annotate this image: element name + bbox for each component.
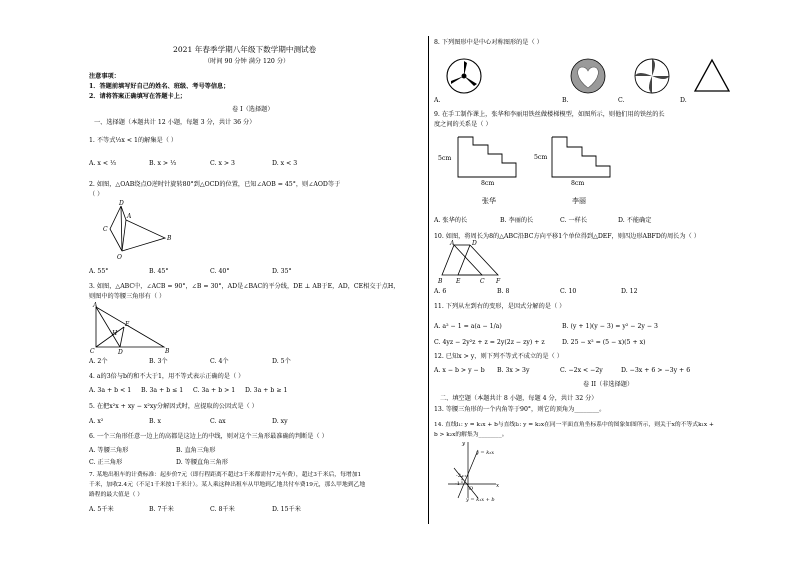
heart-circle-icon xyxy=(571,59,605,93)
q6-option[interactable]: C. 正三角形 xyxy=(89,459,123,466)
note-item: 1．答题前填写好自己的姓名、班级、考号等信息； xyxy=(89,83,230,90)
q12-stem: 12. 已知x > y，则下列不等式不成立的是（ ） xyxy=(434,353,563,360)
q13-stem: 13. 等腰三角形的一个内角等于90°，则它的顶角为________。 xyxy=(434,406,606,413)
q1-option[interactable]: D. x < 3 xyxy=(272,160,298,167)
q1-option[interactable]: B. x > ⅓ xyxy=(149,160,177,167)
q10-option[interactable]: C. 10 xyxy=(560,288,577,295)
dimension-label: 8cm xyxy=(481,180,495,187)
q3-option[interactable]: D. 5个 xyxy=(272,358,291,365)
q2-option[interactable]: B. 45° xyxy=(149,268,169,275)
figure-label: C xyxy=(103,226,108,233)
note-item: 2．请将答案正确填写在答题卡上； xyxy=(89,93,187,100)
q3-option[interactable]: A. 2个 xyxy=(89,358,108,365)
q10-stem: 10. 如图，将周长为8的△ABC沿BC方向平移1个单位得到△DEF，则四边形ABFD的周长为（ ） xyxy=(434,233,700,240)
exam-subtitle: （时间 90 分钟 满分 120 分） xyxy=(204,58,290,65)
exam-title: 2021 年春季学期八年级下数学期中测试卷 xyxy=(173,45,317,54)
q10-option[interactable]: A. 6 xyxy=(434,288,447,295)
dimension-label: 8cm xyxy=(571,180,585,187)
q8-shapes xyxy=(444,54,744,100)
q10-option[interactable]: D. 12 xyxy=(621,288,638,295)
q1-option[interactable]: C. x > 3 xyxy=(210,160,235,167)
q8-option[interactable]: A. xyxy=(434,97,441,104)
q6-stem: 6. 一个三角形任意一边上的高都是这边上的中线，则对这个三角形最准确的判断是（ ） xyxy=(89,433,328,440)
q6-option[interactable]: A. 等腰三角形 xyxy=(89,447,129,454)
figure-label: E xyxy=(125,321,130,328)
q11-stem: 11. 下列从左到右的变形，是因式分解的是（ ） xyxy=(434,303,566,310)
q8-option[interactable]: C. xyxy=(618,97,625,104)
q7-option[interactable]: C. 8千米 xyxy=(210,506,235,513)
q2-stem-cont: （ ） xyxy=(89,191,104,198)
q7-stem: 7. 某地出租车的计费标准：起步价7元（即行程距离不超过3千米都需付7元车费），超过3千米后，每增加1 xyxy=(89,472,362,478)
q5-option[interactable]: B. x xyxy=(149,418,161,425)
q5-option[interactable]: A. x² xyxy=(89,418,104,425)
q8-option[interactable]: D. xyxy=(680,97,687,104)
figure-label: C xyxy=(480,278,485,285)
figure-label: C xyxy=(90,348,95,355)
q4-option[interactable]: A. 3a + b < 1 xyxy=(89,387,132,394)
q11-option-b[interactable]: B. (y + 1)(y − 3) = y² − 2y − 3 xyxy=(562,323,658,330)
tick-label: -1 xyxy=(455,481,460,487)
origin-label: O xyxy=(469,486,474,492)
q12-option[interactable]: A. x − b > y − b xyxy=(434,367,485,374)
line-label: y = k₁x + b xyxy=(466,497,495,503)
q2-option[interactable]: A. 55° xyxy=(89,268,109,275)
figure-label: A xyxy=(93,302,98,309)
q4-stem: 4. a的3倍与b的和不大于1，用不等式表示正确的是（ ） xyxy=(89,373,245,380)
figure-label: A xyxy=(127,213,132,220)
q4-option[interactable]: C. 3a + b > 1 xyxy=(193,387,236,394)
figure-label: E xyxy=(456,278,461,285)
q2-rotation-figure xyxy=(92,198,182,260)
q2-option[interactable]: C. 40° xyxy=(210,268,230,275)
q11-option-c[interactable]: C. 4yz − 2y²z + z = 2y(2z − zy) + z xyxy=(434,339,545,346)
q11-option-a[interactable]: A. a² − 1 = a(a − 1/a) xyxy=(434,323,502,330)
figure-label: D xyxy=(118,349,123,356)
q12-option[interactable]: B. 3x > 3y xyxy=(497,367,530,374)
q7-stem-cont: 千米，加收2.4元（不足1千米按1千米计）。某人乘这种出租车从甲地到乙地共付车费19元，那么甲地到乙地 xyxy=(89,482,366,488)
tick-label: -2 xyxy=(456,473,461,479)
q5-stem: 5. 在把x²x + xy − x²xy分解因式时，应提取的公因式是（ ） xyxy=(89,403,258,410)
q7-option[interactable]: B. 7千米 xyxy=(149,506,174,513)
q12-option[interactable]: D. −3x + 6 > −3y + 6 xyxy=(621,367,691,374)
q3-stem-cont: 则图中的等腰三角形有（ ） xyxy=(89,293,166,300)
q12-option[interactable]: C. −2x < −2y xyxy=(560,367,603,374)
q5-option[interactable]: D. xy xyxy=(272,418,288,425)
q14-line-graph xyxy=(440,440,510,502)
q3-option[interactable]: B. 3个 xyxy=(149,358,168,365)
q2-stem: 2. 如图，△OAB绕点O逆时针旋转80°到△OCD的位置，已知∠AOB = 45°，则∠AOD等于 xyxy=(89,181,341,188)
figure-label: A xyxy=(450,240,455,247)
q14-stem-cont: b > k₂x的解集为________。 xyxy=(434,432,508,438)
q8-stem: 8. 下列图形中是中心对称图形的是（ ） xyxy=(434,39,543,46)
column-divider xyxy=(428,36,429,524)
section1-title: 卷 I（选择题） xyxy=(232,106,274,113)
figure-label: O xyxy=(117,254,122,261)
figure-caption: 李丽 xyxy=(572,197,586,205)
line-label: y = k₂x xyxy=(476,450,495,456)
q4-option[interactable]: B. 3a + b ≤ 1 xyxy=(141,387,184,394)
dimension-label: 5cm xyxy=(534,154,548,161)
q9-option[interactable]: A. 张华的长 xyxy=(434,217,468,224)
q11-option-d[interactable]: D. 25 − x² = (5 − x)(5 + x) xyxy=(562,339,646,346)
q1-stem: 1. 不等式⅓x < 1的解集是（ ） xyxy=(89,137,178,144)
figure-label: D xyxy=(119,200,124,207)
figure-label: F xyxy=(496,278,501,285)
q9-option[interactable]: C. 一样长 xyxy=(560,217,588,224)
q4-option[interactable]: D. 3a + b ≥ 1 xyxy=(245,387,288,394)
figure-label: H xyxy=(112,330,118,337)
section1-header: 一、选择题（本题共计 12 小题，每题 3 分，共计 36 分） xyxy=(94,119,256,126)
q5-option[interactable]: C. ax xyxy=(210,418,226,425)
figure-label: B xyxy=(438,278,443,285)
q9-stem: 9. 在手工制作课上，张华和李丽用铁丝做楼梯模型，如图所示，则他们用的铁丝的长 xyxy=(434,111,665,118)
q8-option[interactable]: B. xyxy=(562,97,569,104)
q1-option[interactable]: A. x < ⅓ xyxy=(89,160,117,167)
pinwheel-circle-icon xyxy=(635,59,669,93)
q14-stem: 14. 直线l₁: y = k₁x + b与直线l₂: y = k₂x在同一平面直角坐标系中的图象如图所示，则关于x的不等式k₁x + xyxy=(434,422,714,428)
q7-stem-cont: 路程的最大值是（ ） xyxy=(89,492,144,498)
q9-stem-cont: 度之间的关系是（ ） xyxy=(434,121,492,128)
q7-option[interactable]: D. 15千米 xyxy=(272,506,301,513)
q3-stem: 3. 如图，△ABC中，∠ACB = 90°，∠B = 30°，AD是∠BAC的平分线，DE ⊥ AB于E，AD，CE相交于点H， xyxy=(89,283,400,290)
axis-label: x xyxy=(496,483,500,489)
section2-title: 卷 II（非选择题） xyxy=(583,381,634,388)
axis-label: y xyxy=(462,441,466,447)
q9-option[interactable]: D. 不能确定 xyxy=(618,217,652,224)
q9-staircase-figure xyxy=(438,132,618,206)
q6-option[interactable]: D. 等腰直角三角形 xyxy=(176,459,228,466)
notes-heading: 注意事项： xyxy=(89,73,120,80)
q3-triangle-figure xyxy=(90,302,170,354)
q2-option[interactable]: D. 35° xyxy=(272,268,292,275)
figure-label: B xyxy=(165,348,170,355)
figure-label: D xyxy=(472,240,477,247)
q7-option[interactable]: A. 5千米 xyxy=(89,506,114,513)
q10-option[interactable]: B. 8 xyxy=(497,288,510,295)
triangle-icon xyxy=(695,60,729,91)
tri-blade-circle-icon xyxy=(447,59,481,93)
q3-option[interactable]: C. 4个 xyxy=(210,358,229,365)
dimension-label: 5cm xyxy=(438,155,452,162)
section2-header: 二、填空题（本题共计 8 小题，每题 4 分，共计 32 分） xyxy=(440,395,598,402)
figure-caption: 张华 xyxy=(482,197,496,205)
q9-option[interactable]: B. 李丽的长 xyxy=(500,217,534,224)
q10-translation-figure xyxy=(436,240,506,284)
q6-option[interactable]: B. 直角三角形 xyxy=(176,447,216,454)
figure-label: B xyxy=(167,235,172,242)
